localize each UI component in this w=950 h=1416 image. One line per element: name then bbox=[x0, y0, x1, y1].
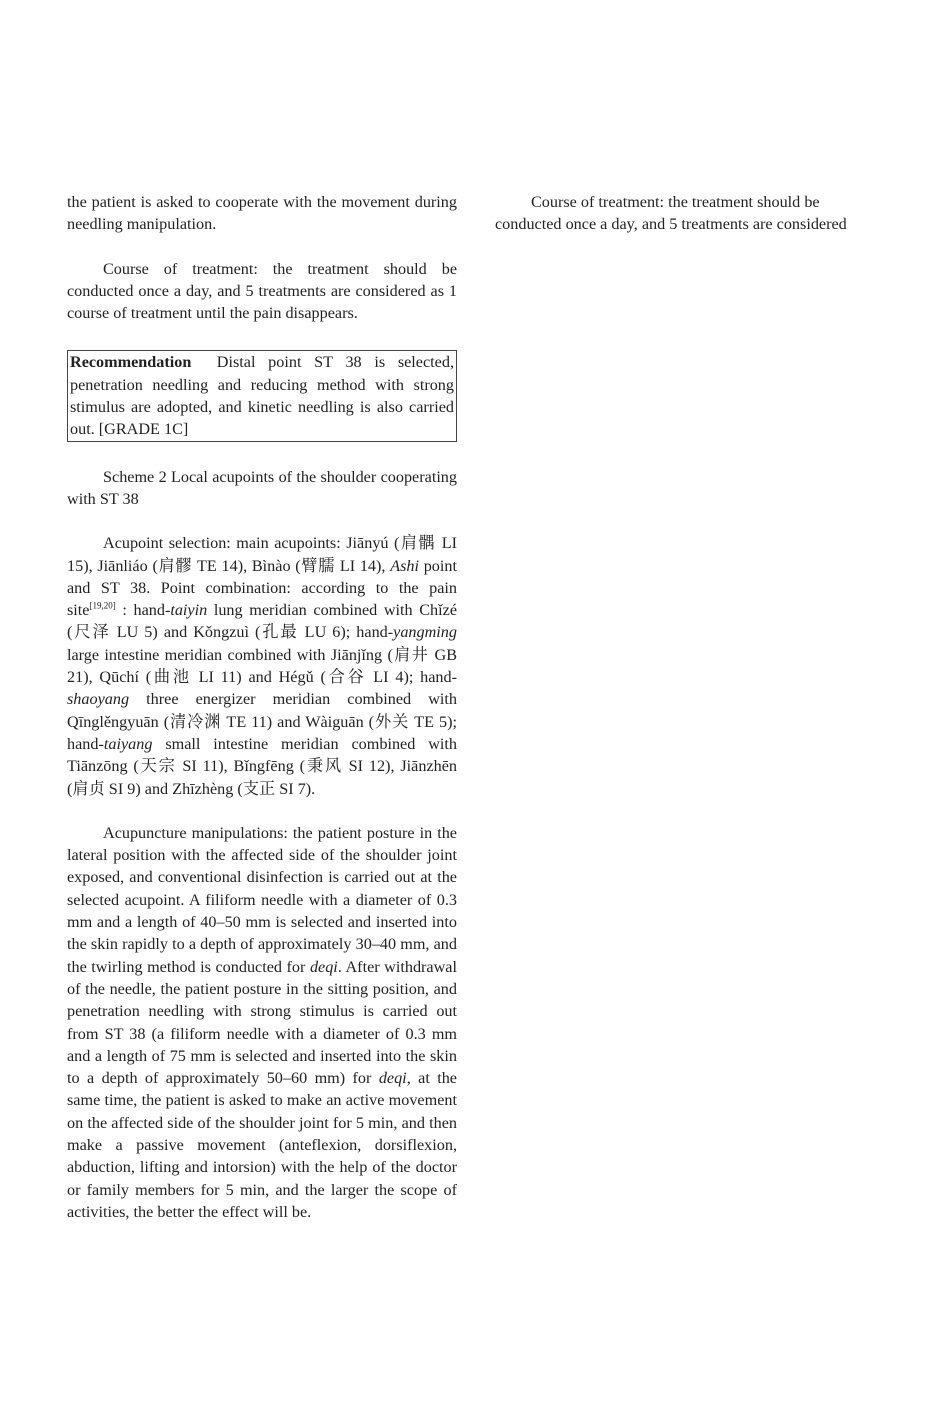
text-span: point and ST 38. Point combination: according to the pain site bbox=[67, 556, 457, 620]
paragraph-acupoint-selection bbox=[67, 532, 457, 800]
italic-term: shaoyang bbox=[67, 690, 130, 709]
scheme-heading: Scheme 2 Local acupoints of the shoulder cooperating with ST 38 bbox=[67, 467, 457, 508]
italic-term: deqi bbox=[378, 1069, 407, 1088]
paragraph-course-of-treatment: Course of treatment: the treatment should be conducted once a day, and 5 treatments are considered as 1 course of treatment until the pain disappears. bbox=[67, 259, 457, 323]
recommendation-box bbox=[67, 350, 457, 441]
paragraph-acupuncture-manipulations bbox=[67, 822, 457, 1223]
text-span: , at the same time, the patient is asked to make an active movement on the affected side of the shoulder joint for 5 min, and then make a passive movement (anteflexion, dorsiflexion, abduction, lifting and intorsion) with the help of the doctor or family members for 5 min, and the larger the scope of activities, the better the effect will be. bbox=[67, 1069, 457, 1221]
right-column bbox=[495, 191, 860, 236]
italic-term: Ashi bbox=[390, 556, 419, 575]
text-span: Acupoint selection: main acupoints: Jiānyú (肩髃 LI 15), Jiānliáo (肩髎 TE 14), Bìnào (臂臑 LI 14), bbox=[67, 534, 457, 575]
text-span: three energizer meridian combined with Qīnglěngyuān (清冷渊 TE 11) and Wàiguān (外关 TE 5); hand- bbox=[67, 690, 457, 753]
recommendation-label: Recommendation bbox=[70, 353, 192, 372]
text-span: lung meridian combined with Chǐzé (尺泽 LU 5) and Kǒngzuì (孔最 LU 6); hand- bbox=[67, 601, 458, 642]
text-span: small intestine meridian combined with Tiānzōng (天宗 SI 11), Bǐngfēng (秉风 SI 12), Jiānzhēn (肩贞 SI 9) and Zhīzhèng (支正 SI 7). bbox=[67, 734, 457, 798]
italic-term: deqi bbox=[309, 957, 338, 976]
italic-term: taiyin bbox=[170, 601, 208, 620]
citation-reference: [19,20] bbox=[89, 600, 116, 611]
recommendation-text: Distal point ST 38 is selected, penetration needling and reducing method with strong stimulus are adopted, and kinetic needling is also carried out. [GRADE 1C] bbox=[70, 353, 455, 439]
text-span: . After withdrawal of the needle, the patient posture in the sitting position, and penetration needling with strong stimulus is carried out from ST 38 (a filiform needle with a diameter of 0.3 mm and a length of 75 mm is selected and inserted into the skin to a depth of approximately 50–60 mm) for bbox=[67, 957, 457, 1088]
paragraph-course-of-treatment-right: Course of treatment: the treatment should be conducted once a day, and 5 treatments are considered bbox=[495, 193, 847, 234]
italic-term: yangming bbox=[393, 623, 457, 642]
paragraph-continuation: the patient is asked to cooperate with the movement during needling manipulation. bbox=[67, 193, 457, 234]
left-column bbox=[67, 191, 457, 1223]
italic-term: taiyang bbox=[103, 734, 153, 753]
text-span: Acupuncture manipulations: the patient posture in the lateral position with the affected side of the shoulder joint exposed, and conventional disinfection is carried out at the selected acupoint. A filiform needle with a diameter of 0.3 mm and a length of 40–50 mm is selected and inserted into the skin rapidly to a depth of approximately 30–40 mm, and the twirling method is conducted for bbox=[67, 823, 457, 976]
text-span: : hand- bbox=[115, 601, 171, 620]
text-span: large intestine meridian combined with Jiānjǐng (肩井 GB 21), Qūchí (曲池 LI 11) and Hégǔ (合谷 LI 4); hand- bbox=[67, 645, 457, 687]
